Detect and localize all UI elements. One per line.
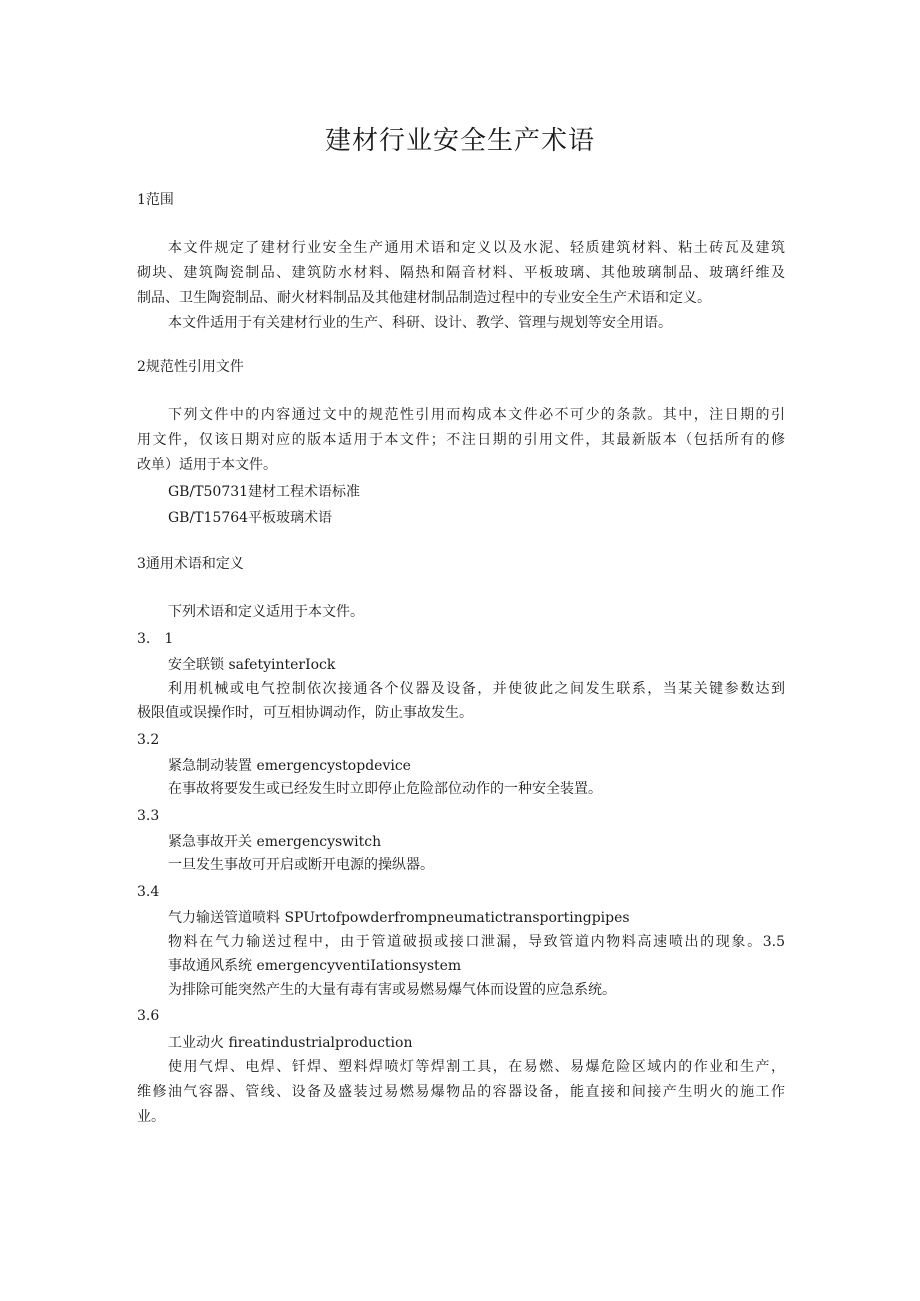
- section-2-heading: 2规范性引用文件: [137, 359, 244, 375]
- section-2-paragraph-line: 用文件，仅该日期对应的版本适用于本文件；不注日期的引用文件，其最新版本（包括所有的修: [137, 432, 785, 448]
- term-title: 气力输送管道喷料 SPUrtofpowderfrompneumatictransportingpipes: [168, 910, 630, 926]
- term-title: 紧急制动装置 emergencystopdevice: [168, 758, 411, 774]
- term-title: 工业动火 fireatindustrialproduction: [168, 1035, 413, 1051]
- section-2-paragraph-line: 下列文件中的内容通过文中的规范性引用而构成本文件必不可少的条款。其中，注日期的引: [168, 407, 785, 423]
- document-title: 建材行业安全生产术语: [324, 126, 595, 156]
- reference-item: GB/T15764平板玻璃术语: [168, 510, 333, 526]
- term-number: 3. 1: [137, 631, 174, 647]
- term-title: 安全联锁 safetyinterIock: [168, 657, 336, 673]
- section-1-paragraph-line: 砌块、建筑陶瓷制品、建筑防水材料、隔热和隔音材料、平板玻璃、其他玻璃制品、玻璃纤维及: [137, 265, 785, 281]
- term-definition-line: 一旦发生事故可开启或断开电源的操纵器。: [168, 857, 434, 873]
- term-definition-line: 业。: [137, 1109, 165, 1125]
- term-definition-line: 物料在气力输送过程中，由于管道破损或接口泄漏，导致管道内物料高速喷出的现象。3.5: [168, 934, 785, 950]
- term-definition-line: 极限值或误操作时，可互相协调动作，防止事故发生。: [137, 705, 473, 721]
- term-definition-line: 利用机械或电气控制依次接通各个仪器及设备，并使彼此之间发生联系，当某关键参数达到: [168, 681, 785, 697]
- term-title: 事故通风系统 emergencyventiIationsystem: [168, 958, 462, 974]
- term-title: 紧急事故开关 emergencyswitch: [168, 834, 382, 850]
- term-number: 3.2: [137, 732, 160, 748]
- section-2-paragraph-line: 改单）适用于本文件。: [137, 457, 277, 473]
- section-1-paragraph-2: 本文件适用于有关建材行业的生产、科研、设计、教学、管理与规划等安全用语。: [168, 315, 672, 331]
- term-number: 3.3: [137, 808, 160, 824]
- term-definition-line: 为排除可能突然产生的大量有毒有害或易燃易爆气体而设置的应急系统。: [168, 982, 616, 998]
- term-number: 3.4: [137, 884, 160, 900]
- section-3-intro: 下列术语和定义适用于本文件。: [168, 604, 364, 620]
- term-definition-line: 在事故将要发生或已经发生时立即停止危险部位动作的一种安全装置。: [168, 781, 602, 797]
- term-definition-line: 维修油气容器、管线、设备及盛装过易燃易爆物品的容器设备，能直接和间接产生明火的施工作: [137, 1084, 785, 1100]
- reference-item: GB/T50731建材工程术语标准: [168, 484, 361, 500]
- term-number: 3.6: [137, 1008, 160, 1024]
- section-3-heading: 3通用术语和定义: [137, 556, 244, 572]
- section-1-paragraph-line: 制品、卫生陶瓷制品、耐火材料制品及其他建材制品制造过程中的专业安全生产术语和定义。: [137, 290, 711, 306]
- section-1-heading: 1范围: [137, 192, 174, 208]
- section-1-paragraph-line: 本文件规定了建材行业安全生产通用术语和定义以及水泥、轻质建筑材料、粘土砖瓦及建筑: [168, 240, 785, 256]
- term-definition-line: 使用气焊、电焊、钎焊、塑料焊喷灯等焊割工具，在易燃、易爆危险区域内的作业和生产，: [168, 1059, 785, 1075]
